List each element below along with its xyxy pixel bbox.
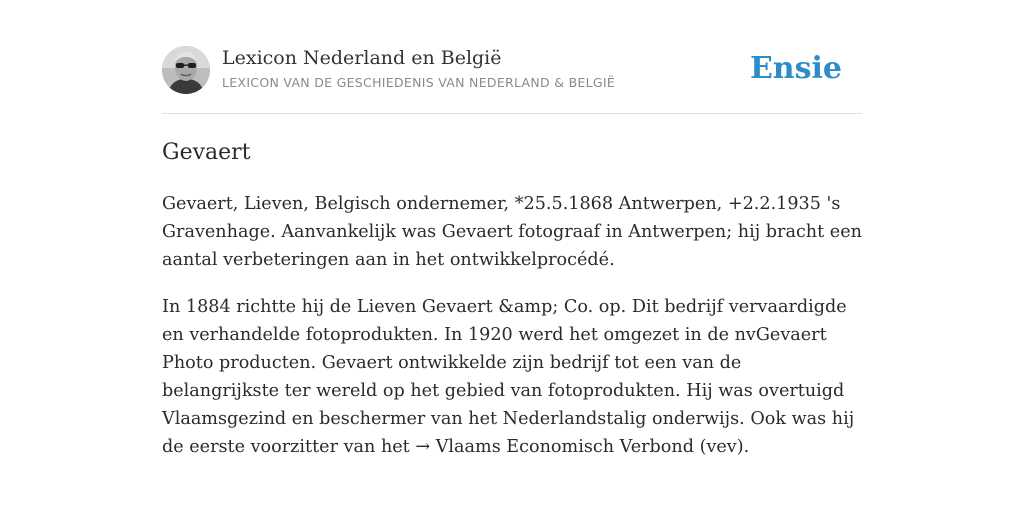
header-divider: [162, 113, 862, 114]
article-paragraph-2: [162, 293, 862, 461]
page: [162, 0, 862, 512]
lexicon-name-link[interactable]: Lexicon Nederland en België: [222, 47, 502, 69]
ensie-logo-link[interactable]: Ensie: [749, 51, 842, 86]
article-paragraph-1: Gevaert, Lieven, Belgisch ondernemer, *25.5.1868 Antwerpen, +2.2.1935 's Gravenhage. Aanvankelijk was Gevaert fotograaf in Antwerpen; hij bracht een aantal verbeteringen aan in het ontwikkelprocédé.: [162, 194, 862, 270]
page-title: Gevaert: [162, 140, 251, 165]
article-paragraph-2-text: In 1884 richtte hij de Lieven Gevaert &amp; Co. op. Dit bedrijf vervaardigde en verhandelde fotoprodukten. In 1920 werd het omgezet in de nvGevaert Photo producten. Gevaert ontwikkelde zijn bedrijf tot een van de belangrijkste ter wereld op het gebied van fotoprodukten. Hij was overtuigd Vlaamsgezind en beschermer van het Nederlandstalig onderwijs. Ook was hij de eerste voorzitter van het: [162, 297, 855, 457]
avatar-portrait-image: [162, 46, 210, 94]
lexicon-header: [162, 46, 862, 96]
article-paragraph-2-tail: (vev).: [694, 437, 750, 457]
vlaams-economisch-verbond-link[interactable]: → Vlaams Economisch Verbond: [415, 437, 694, 457]
avatar[interactable]: [162, 46, 210, 94]
lexicon-subtitle: LEXICON VAN DE GESCHIEDENIS VAN NEDERLAND & BELGIË: [222, 75, 616, 90]
